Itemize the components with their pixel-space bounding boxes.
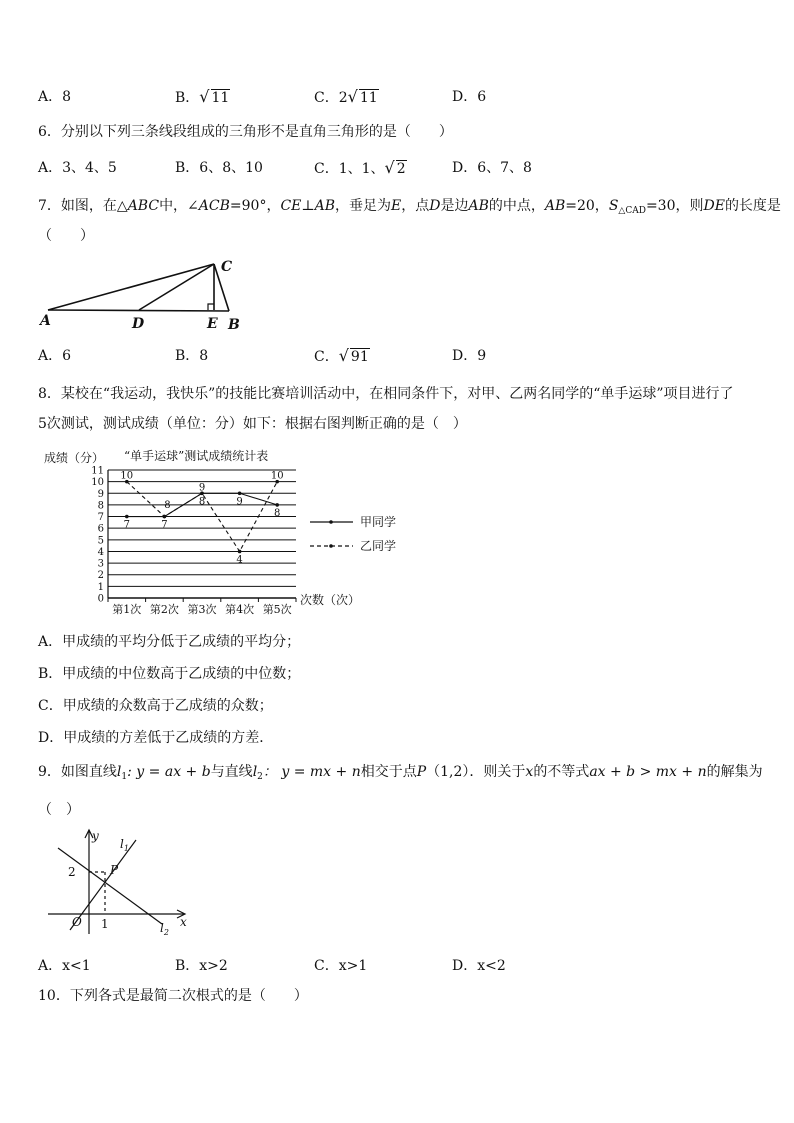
perp-icon: ⊥: [301, 198, 315, 214]
q9-var: l: [252, 764, 258, 780]
sqrt-icon: √ 11: [347, 87, 378, 106]
q9-coordinate-figure: [44, 826, 196, 938]
series-point-2: [238, 550, 242, 554]
q9-option-b: B．x>2: [175, 958, 228, 974]
q6-c-radicand: 2: [396, 161, 406, 177]
data-label: 7: [161, 519, 168, 531]
y-tick-label: 6: [97, 523, 104, 535]
q7-c-prefix: C．: [314, 349, 339, 365]
line-l2: [58, 848, 162, 924]
q9-formula: : y = ax + b: [127, 764, 211, 780]
q7-option-a: A．6: [38, 348, 72, 364]
q6-stem: 6．分别以下列三条线段组成的三角形不是直角三角形的是（ ）: [38, 124, 453, 140]
q7-text: =30，则: [645, 198, 704, 214]
q9-option-a: A．x<1: [38, 958, 91, 974]
q10-stem: 10．下列各式是最简二次根式的是（ ）: [38, 988, 308, 1004]
q7-var: ABC: [127, 198, 160, 214]
q7-c-radicand: 91: [350, 349, 369, 365]
y-tick-label: 9: [97, 488, 104, 500]
label-l2: [160, 921, 169, 937]
label-l1-sub: 1: [123, 844, 129, 853]
q7-var: AB: [468, 198, 489, 214]
q7-var: CE: [280, 198, 302, 214]
q9-option-c: C．x>1: [314, 958, 368, 974]
y-tick-label: 2: [97, 570, 104, 582]
legend-jia: 甲同学: [360, 515, 397, 529]
x-tick-label: 第4次: [225, 603, 255, 616]
q5-option-b: [175, 87, 230, 108]
label-y: y: [92, 829, 99, 843]
data-label: 8: [274, 507, 281, 519]
q6-option-b: B．6、8、10: [175, 160, 263, 176]
y-tick-label: 1: [97, 581, 104, 593]
x-tick-label: 第5次: [262, 603, 292, 616]
line-ab: [48, 310, 229, 311]
q9-option-d: D．x<2: [452, 958, 506, 974]
label-o: O: [72, 915, 82, 929]
label-a: A: [40, 313, 51, 329]
q9-text: 9．如图直线: [38, 764, 117, 780]
q7-option-c: [314, 346, 370, 367]
chart-legend: [310, 515, 396, 553]
q7-stem: [38, 196, 781, 221]
q9-text: 与直线: [210, 764, 253, 780]
q8-option-c: C．甲成绩的众数高于乙成绩的众数；: [38, 698, 273, 714]
q7-var: AB: [314, 198, 335, 214]
q9-paren: （ ）: [38, 802, 80, 818]
q9-var: P: [416, 764, 427, 780]
label-two: 2: [68, 865, 76, 879]
q5-b-radicand: 11: [211, 90, 230, 106]
y-tick-label: 5: [97, 535, 104, 547]
q5-option-d: D．6: [452, 89, 487, 105]
q7-option-d: D．9: [452, 348, 487, 364]
q7-var: AB: [544, 198, 566, 214]
y-tick-label: 11: [91, 465, 104, 477]
data-label: 9: [236, 496, 243, 508]
label-l1-letter: l: [120, 837, 124, 851]
q9-text: （1,2）．则关于: [426, 764, 526, 780]
q7-text: ，点: [401, 198, 430, 214]
q7-var: S: [608, 198, 619, 214]
x-tick-label: 第1次: [112, 603, 142, 616]
y-tick-label: 10: [91, 477, 104, 489]
legend-solid-dot: [329, 520, 333, 524]
data-label: 10: [120, 470, 134, 482]
label-one: 1: [101, 917, 109, 931]
q6-option-a: A．3、4、5: [38, 160, 117, 176]
q5-c-prefix: C．2: [314, 90, 348, 106]
q7-text: 的中点，: [488, 198, 545, 214]
q9-formula: ax + b > mx + n: [589, 764, 707, 780]
chart-title: “单手运球”测试成绩统计表: [124, 449, 269, 463]
series-point-2: [163, 515, 167, 519]
q7-var: D: [429, 198, 441, 214]
q7-var: ACB: [198, 198, 230, 214]
label-e: E: [207, 316, 218, 332]
label-l2-letter: l: [160, 921, 164, 935]
right-angle-mark: [208, 304, 214, 310]
q9-text: 的解集为: [706, 764, 763, 780]
q7-text: 是边: [440, 198, 469, 214]
legend-dashed-dot: [329, 544, 333, 548]
q6-c-prefix: C．1、1、: [314, 161, 385, 177]
q9-formula: ： y = mx + n: [262, 764, 361, 780]
q7-var: E: [390, 198, 402, 214]
label-c: C: [221, 259, 233, 275]
q8-stem-1: 8．某校在“我运动，我快乐”的技能比赛培训活动中，在相同条件下，对甲、乙两名同学的“单手运球”项目进行了: [38, 386, 734, 402]
label-p: P: [110, 863, 119, 877]
q9-subscript: 1: [121, 772, 128, 782]
chart-x-ticks: [112, 602, 291, 616]
q6-option-d: D．6、7、8: [452, 160, 532, 176]
x-tick-label: 第2次: [149, 603, 179, 616]
q9-var: x: [525, 764, 534, 780]
chart-y-ticks: [91, 466, 104, 605]
data-label: 10: [270, 470, 284, 482]
series-point-1: [125, 515, 129, 519]
q9-var: l: [116, 764, 122, 780]
y-tick-label: 7: [97, 512, 104, 524]
q9-stem: [38, 762, 763, 787]
q7-subscript: △CAD: [618, 206, 646, 216]
data-label: 8: [164, 499, 171, 511]
q7-triangle-figure: [36, 254, 251, 334]
q7-text: 7．如图，在△: [38, 198, 128, 214]
sqrt-icon: √ 11: [199, 87, 230, 106]
data-label: 8: [198, 496, 206, 508]
y-tick-label: 3: [97, 558, 104, 570]
q7-option-b: B．8: [175, 348, 209, 364]
q9-text: 的不等式: [533, 764, 590, 780]
q8-option-d: D．甲成绩的方差低于乙成绩的方差．: [38, 730, 274, 746]
q8-option-a: A．甲成绩的平均分低于乙成绩的平均分；: [38, 634, 301, 650]
y-tick-label: 0: [97, 593, 104, 605]
label-b: B: [228, 317, 240, 333]
legend-yi: 乙同学: [360, 539, 397, 553]
line-cd: [139, 264, 214, 310]
q8-line-chart: [38, 446, 410, 624]
label-d: D: [132, 316, 145, 332]
label-l2-sub: 2: [163, 928, 169, 937]
chart-ylabel: 成绩（分）: [44, 451, 105, 465]
data-label: 7: [123, 519, 130, 531]
q7-var: DE: [703, 198, 725, 214]
series-point-1: [238, 491, 242, 495]
q9-subscript: 2: [257, 772, 263, 782]
y-tick-label: 4: [97, 546, 104, 558]
line-ac: [48, 264, 214, 310]
chart-xlabel: 次数（次）: [300, 593, 361, 607]
series-point-1: [275, 503, 279, 507]
q5-b-prefix: B．: [175, 90, 200, 106]
q5-option-a: A．8: [38, 89, 72, 105]
q7-paren: （ ）: [38, 228, 94, 244]
q5-c-radicand: 11: [359, 90, 378, 106]
q7-text: 的长度是: [724, 198, 781, 214]
q9-text: 相交于点: [360, 764, 417, 780]
sqrt-icon: √ 91: [338, 346, 369, 365]
q8-option-b: B．甲成绩的中位数高于乙成绩的中位数；: [38, 666, 301, 682]
data-label: 4: [236, 554, 243, 566]
q7-text: =90°，: [229, 198, 281, 214]
q7-text: =20，: [565, 198, 609, 214]
q7-text: 中，∠: [159, 198, 199, 214]
data-label: 9: [198, 482, 206, 494]
q7-text: ，垂足为: [334, 198, 391, 214]
q8-stem-2: 5次测试，测试成绩（单位：分）如下：根据右图判断正确的是（ ）: [38, 416, 467, 432]
label-x: x: [180, 915, 187, 929]
y-tick-label: 8: [97, 500, 104, 512]
q5-option-c: [314, 87, 379, 108]
label-l1: [120, 837, 129, 853]
x-tick-label: 第3次: [187, 603, 217, 616]
q6-option-c: [314, 158, 407, 179]
sqrt-icon: √ 2: [384, 158, 406, 177]
